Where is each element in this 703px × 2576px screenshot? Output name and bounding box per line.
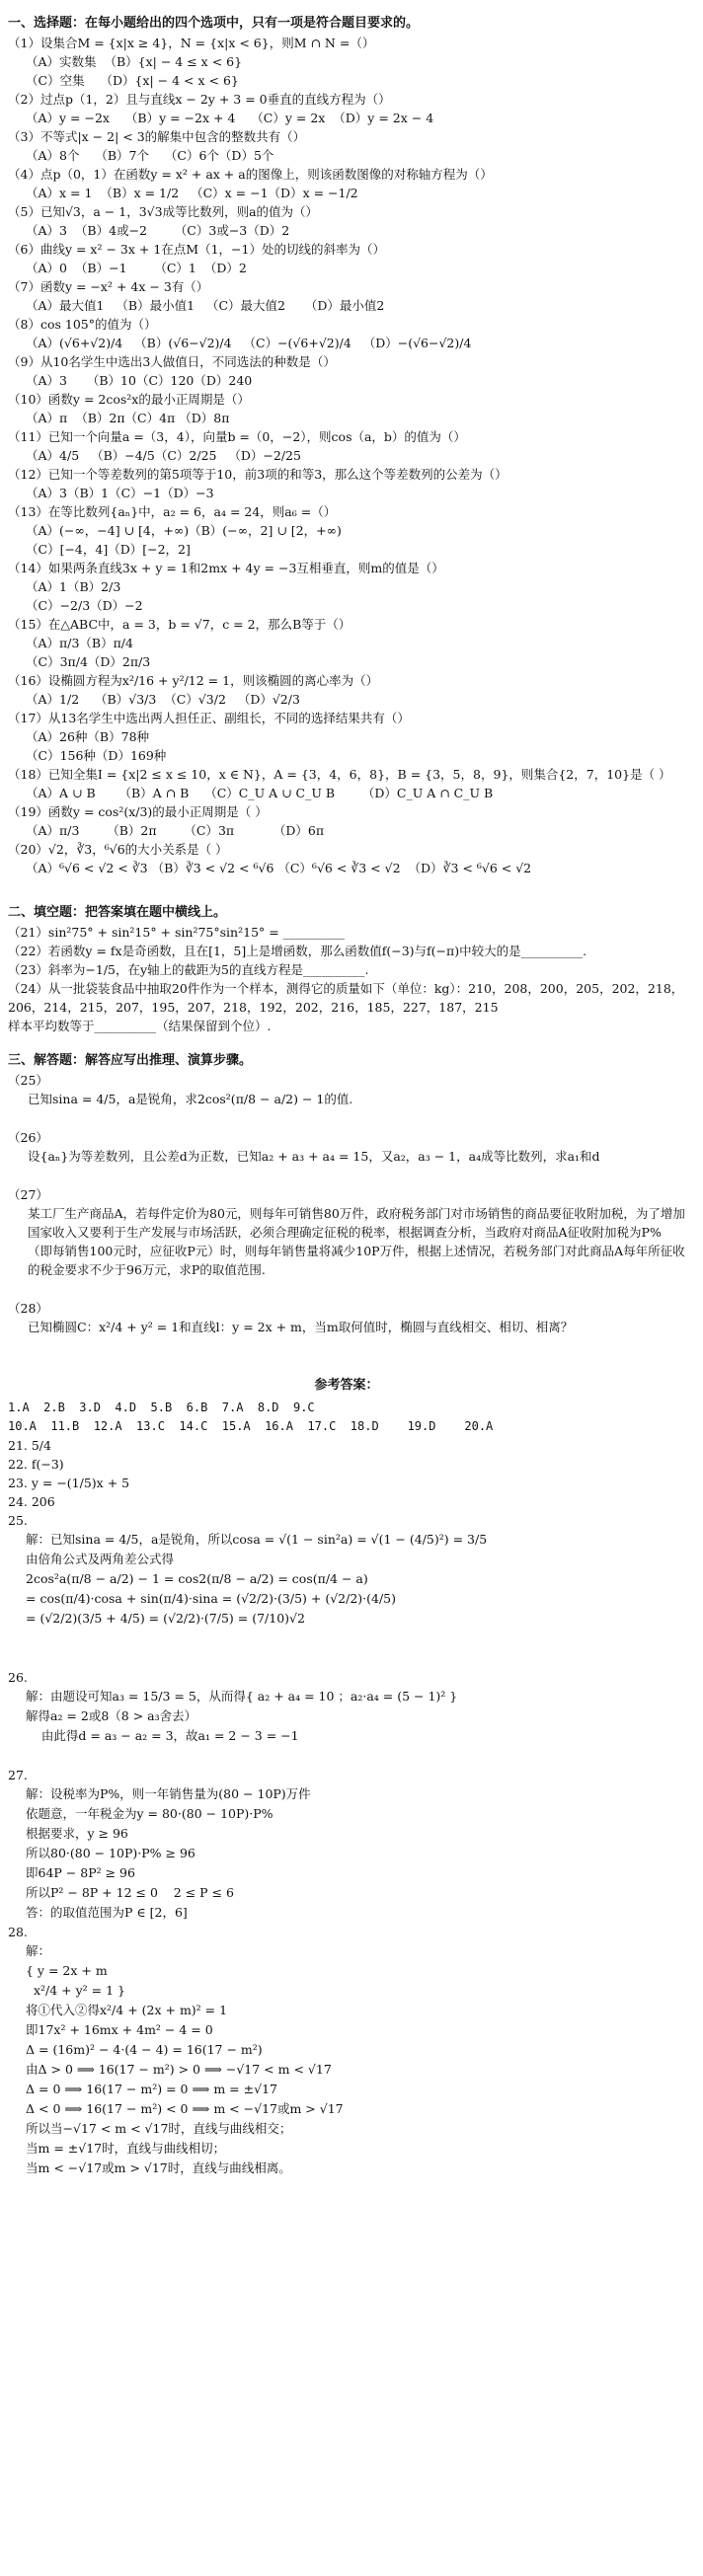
choice-question: （16）设椭圆方程为x²/16 + y²/12 = 1，则该椭圆的离心率为（） [8, 673, 379, 688]
choice-question: （14）如果两条直线3x + y = 1和2mx + 4y = −3互相垂直，则m的值是（） [8, 561, 444, 575]
solve-question-number: （25） [8, 1073, 48, 1088]
solution-line: Δ = 0 ⟹ 16(17 − m²) = 0 ⟹ m = ±√17 [26, 2082, 277, 2096]
solution-line: 2cos²a(π/8 − a/2) − 1 = cos2(π/8 − a/2) = cos(π/4 − a) [26, 1571, 368, 1586]
choice-options: （A）8个 （B）7个 （C）6个（D）5个 [26, 148, 274, 163]
choice-question: （8）cos 105°的值为（） [8, 317, 157, 332]
solution-line: = cos(π/4)·cosa + sin(π/4)·sina = (√2/2)·(3/5) + (√2/2)·(4/5) [26, 1591, 396, 1606]
section-choice-title: 一、选择题：在每小题给出的四个选项中，只有一项是符合题目要求的。 [8, 16, 420, 31]
choice-options: （C）156种（D）169种 [26, 748, 167, 763]
solution-line: 所以80·(80 − 10P)·P% ≥ 96 [26, 1846, 195, 1860]
choice-question: （18）已知全集I = {x|2 ≤ x ≤ 10，x ∈ N}，A = {3，4，6，8}，B = {3，5，8，9}，则集合{2，7，10}是（ ） [8, 767, 671, 782]
choice-question: （4）点p（0，1）在函数y = x² + ax + a的图像上，则该函数图像的对称轴方程为（） [8, 167, 493, 182]
solution-line: Δ = (16m)² − 4·(4 − 4) = 16(17 − m²) [26, 2042, 263, 2057]
answer-27-label: 27. [8, 1768, 28, 1782]
solution-line: 解得a₂ = 2或8（8 > a₃舍去） [26, 1708, 197, 1723]
choice-options: （C）[−4，4]（D）[−2，2] [26, 542, 191, 557]
solution-line: x²/4 + y² = 1 } [26, 1983, 125, 1998]
fill-questions [8, 923, 685, 1035]
choice-options: （A）1/2 （B）√3/3 （C）√3/2 （D）√2/3 [26, 692, 300, 707]
choice-question: （6）曲线y = x² − 3x + 1在点M（1，−1）处的切线的斜率为（） [8, 242, 385, 257]
solution-line: 将①代入②得x²/4 + (2x + m)² = 1 [26, 2003, 228, 2017]
solution-line: 依题意，一年税金为y = 80·(80 − 10P)·P% [26, 1806, 273, 1821]
choice-question: （17）从13名学生中选出两人担任正、副组长，不同的选择结果共有（） [8, 711, 410, 725]
choice-question: （20）√2，∛3，⁶√6的大小关系是（ ） [8, 842, 228, 857]
answer-28-label: 28. [8, 1925, 28, 1939]
choice-question: （3）不等式|x − 2| < 3的解集中包含的整数共有（） [8, 129, 306, 144]
solve-question-number: （27） [8, 1187, 48, 1202]
answer-21: 21. 5/4 [8, 1438, 51, 1453]
choice-options: （A）0 （B）−1 （C）1 （D）2 [26, 261, 247, 275]
solution-line: 即64P − 8P² ≥ 96 [26, 1865, 135, 1880]
answer-26-solution [8, 1687, 685, 1746]
fill-question: （23）斜率为−1/5，在y轴上的截距为5的直线方程是__________. [8, 962, 369, 977]
choice-question: （9）从10名学生中选出3人做值日，不同选法的种数是（） [8, 354, 336, 369]
solution-line: { y = 2x + m [26, 1963, 108, 1978]
solve-question-text: 设{aₙ}为等差数列，且公差d为正数，已知a₂ + a₃ + a₄ = 15，又a₂，a₃ − 1，a₄成等比数列，求a₁和d [28, 1149, 600, 1164]
choice-question: （1）设集合M = {x|x ≥ 4}，N = {x|x < 6}，则M ∩ N =（） [8, 36, 375, 50]
answer-25-solution [8, 1530, 685, 1629]
fill-question: （24）从一批袋装食品中抽取20件作为一个样本，测得它的质量如下（单位：kg）：210，208，200，205，202，218，206，214，215，207，195，207，218，192，202，216，185，227，187，215 [8, 981, 684, 1015]
choice-options: （A）实数集 （B）{x| − 4 ≤ x < 6} [26, 54, 243, 69]
fill-question: （21）sin²75° + sin²15° + sin²75°sin²15° = __________ [8, 925, 346, 940]
choice-question: （11）已知一个向量a =（3，4），向量b =（0，−2），则cos（a，b）的值为（） [8, 429, 466, 444]
choice-question: （10）函数y = 2cos²x的最小正周期是（） [8, 392, 250, 407]
solution-line: 所以当−√17 < m < √17时，直线与曲线相交； [26, 2121, 292, 2136]
solution-line: 当m = ±√17时，直线与曲线相切； [26, 2141, 226, 2156]
answers-row-1: 1.A 2.B 3.D 4.D 5.B 6.B 7.A 8.D 9.C [8, 1401, 315, 1414]
choice-options: （C）空集 （D）{x| − 4 < x < 6} [26, 73, 239, 88]
solution-line: 解：设税率为P%，则一年销售量为(80 − 10P)万件 [26, 1786, 311, 1801]
choice-question: （12）已知一个等差数列的第5项等于10，前3项的和等3，那么这个等差数列的公差为（） [8, 467, 508, 482]
choice-question: （2）过点p（1，2）且与直线x − 2y + 3 = 0垂直的直线方程为（） [8, 92, 391, 107]
solve-question-number: （28） [8, 1301, 48, 1316]
solve-question-number: （26） [8, 1130, 48, 1145]
choice-options: （A）π/3 （B）2π （C）3π （D）6π [26, 823, 325, 838]
answers-header: 参考答案： [314, 1378, 379, 1393]
solution-line: 所以P² − 8P + 12 ≤ 0 2 ≤ P ≤ 6 [26, 1885, 234, 1900]
solution-line: Δ < 0 ⟹ 16(17 − m²) < 0 ⟹ m < −√17或m > √17 [26, 2101, 344, 2116]
answer-28-solution [8, 1941, 685, 2178]
answer-23: 23. y = −(1/5)x + 5 [8, 1476, 130, 1490]
choice-options: （A）3 （B）10（C）120（D）240 [26, 373, 253, 388]
answer-25-label: 25. [8, 1513, 28, 1528]
solution-line: 由此得d = a₃ − a₂ = 3，故a₁ = 2 − 3 = −1 [26, 1728, 299, 1743]
choice-options: （C）3π/4（D）2π/3 [26, 654, 151, 669]
section-fill-title: 二、填空题：把答案填在题中横线上。 [8, 905, 227, 920]
solution-line: 解：由题设可知a₃ = 15/3 = 5，从而得{ a₂ + a₄ = 10 ；a₂·a₄ = (5 − 1)² } [26, 1689, 458, 1704]
choice-options: （A）y = −2x （B）y = −2x + 4 （C）y = 2x （D）y = 2x − 4 [26, 111, 434, 125]
solution-line: 解： [26, 1943, 51, 1958]
solve-question-text: 已知sina = 4/5，a是锐角，求2cos²(π/8 − a/2) − 1的值. [28, 1092, 353, 1106]
solve-question-text: 某工厂生产商品A，若每件定价为80元，则每年可销售80万件，政府税务部门对市场销售的商品要征收附加税，为了增加国家收入又要利于生产发展与市场活跃，必须合理确定征税的税率，根据调查分析，当政府对商品A征收附加税为P%（即每销售100元时，应征收P元）时，则每年销售量将减少10P万件，根据上述情况，若税务部门对此商品A每年所征收的税金要求不少于96万元，求P的取值范围. [28, 1206, 685, 1277]
choice-options: （A）π/3（B）π/4 [26, 636, 133, 650]
solution-line: 由倍角公式及两角差公式得 [26, 1552, 175, 1566]
solution-line: 根据要求，y ≥ 96 [26, 1826, 128, 1841]
choice-question: （19）函数y = cos²(x/3)的最小正周期是（ ） [8, 804, 268, 819]
choice-options: （A）x = 1 （B）x = 1/2 （C）x = −1（D）x = −1/2 [26, 186, 358, 200]
choice-question: （7）函数y = −x² + 4x − 3有（） [8, 279, 209, 294]
answers-row-2: 10.A 11.B 12.A 13.C 14.C 15.A 16.A 17.C 18.D 19.D 20.A [8, 1419, 494, 1433]
choice-question: （5）已知√3，a − 1，3√3成等比数列，则a的值为（） [8, 204, 319, 219]
solution-line: 答：的取值范围为P ∈ [2，6] [26, 1905, 188, 1920]
solution-line: 由Δ > 0 ⟹ 16(17 − m²) > 0 ⟹ −√17 < m < √17 [26, 2062, 332, 2077]
choice-question: （13）在等比数列{aₙ}中，a₂ = 6，a₄ = 24，则a₆ =（） [8, 504, 337, 519]
choice-options: （A）3 （B）4或−2 （C）3或−3（D）2 [26, 223, 290, 238]
solution-line: = (√2/2)(3/5 + 4/5) = (√2/2)·(7/5) = (7/10)√2 [26, 1611, 305, 1626]
answer-26-label: 26. [8, 1670, 28, 1685]
choice-options: （A）A ∪ B （B）A ∩ B （C）C_U A ∪ C_U B （D）C_U A ∩ C_U B [26, 786, 494, 800]
choice-options: （C）−2/3（D）−2 [26, 598, 143, 613]
choice-questions [8, 34, 685, 877]
fill-question: （22）若函数y = fx是奇函数，且在[1，5]上是增函数，那么函数值f(−3)与f(−π)中较大的是__________. [8, 944, 587, 958]
choice-options: （A）26种（B）78种 [26, 729, 150, 744]
choice-options: （A）4/5 （B）−4/5（C）2/25 （D）−2/25 [26, 448, 301, 463]
solution-line: 解：已知sina = 4/5，a是锐角，所以cosa = √(1 − sin²a) = √(1 − (4/5)²) = 3/5 [26, 1532, 488, 1547]
choice-options: （A）1（B）2/3 [26, 579, 121, 594]
solution-line: 当m < −√17或m > √17时，直线与曲线相离。 [26, 2160, 291, 2175]
choice-options: （A）最大值1 （B）最小值1 （C）最大值2 （D）最小值2 [26, 298, 385, 313]
solution-line: 即17x² + 16mx + 4m² − 4 = 0 [26, 2022, 213, 2037]
choice-question: （15）在△ABC中，a = 3，b = √7，c = 2，那么B等于（） [8, 617, 352, 632]
answer-24: 24. 206 [8, 1494, 55, 1509]
answer-27-solution [8, 1784, 685, 1923]
solve-questions [8, 1071, 685, 1356]
section-solve-title: 三、解答题：解答应写出推理、演算步骤。 [8, 1053, 253, 1068]
fill-question: 样本平均数等于__________（结果保留到个位）. [8, 1019, 272, 1033]
answer-22: 22. f(−3) [8, 1457, 64, 1472]
choice-options: （A）π （B）2π（C）4π （D）8π [26, 411, 230, 425]
choice-options: （A）⁶√6 < √2 < ∛3 （B）∛3 < √2 < ⁶√6 （C）⁶√6 < ∛3 < √2 （D）∛3 < ⁶√6 < √2 [26, 861, 532, 875]
solve-question-text: 已知椭圆C：x²/4 + y² = 1和直线l：y = 2x + m，当m取何值时，椭圆与直线相交、相切、相离？ [28, 1320, 574, 1334]
choice-options: （A）(√6+√2)/4 （B）(√6−√2)/4 （C）−(√6+√2)/4 （D）−(√6−√2)/4 [26, 336, 472, 350]
choice-options: （A）3（B）1（C）−1（D）−3 [26, 486, 214, 500]
choice-options: （A）(−∞，−4] ∪ [4，+∞)（B）(−∞，2] ∪ [2，+∞) [26, 523, 342, 538]
